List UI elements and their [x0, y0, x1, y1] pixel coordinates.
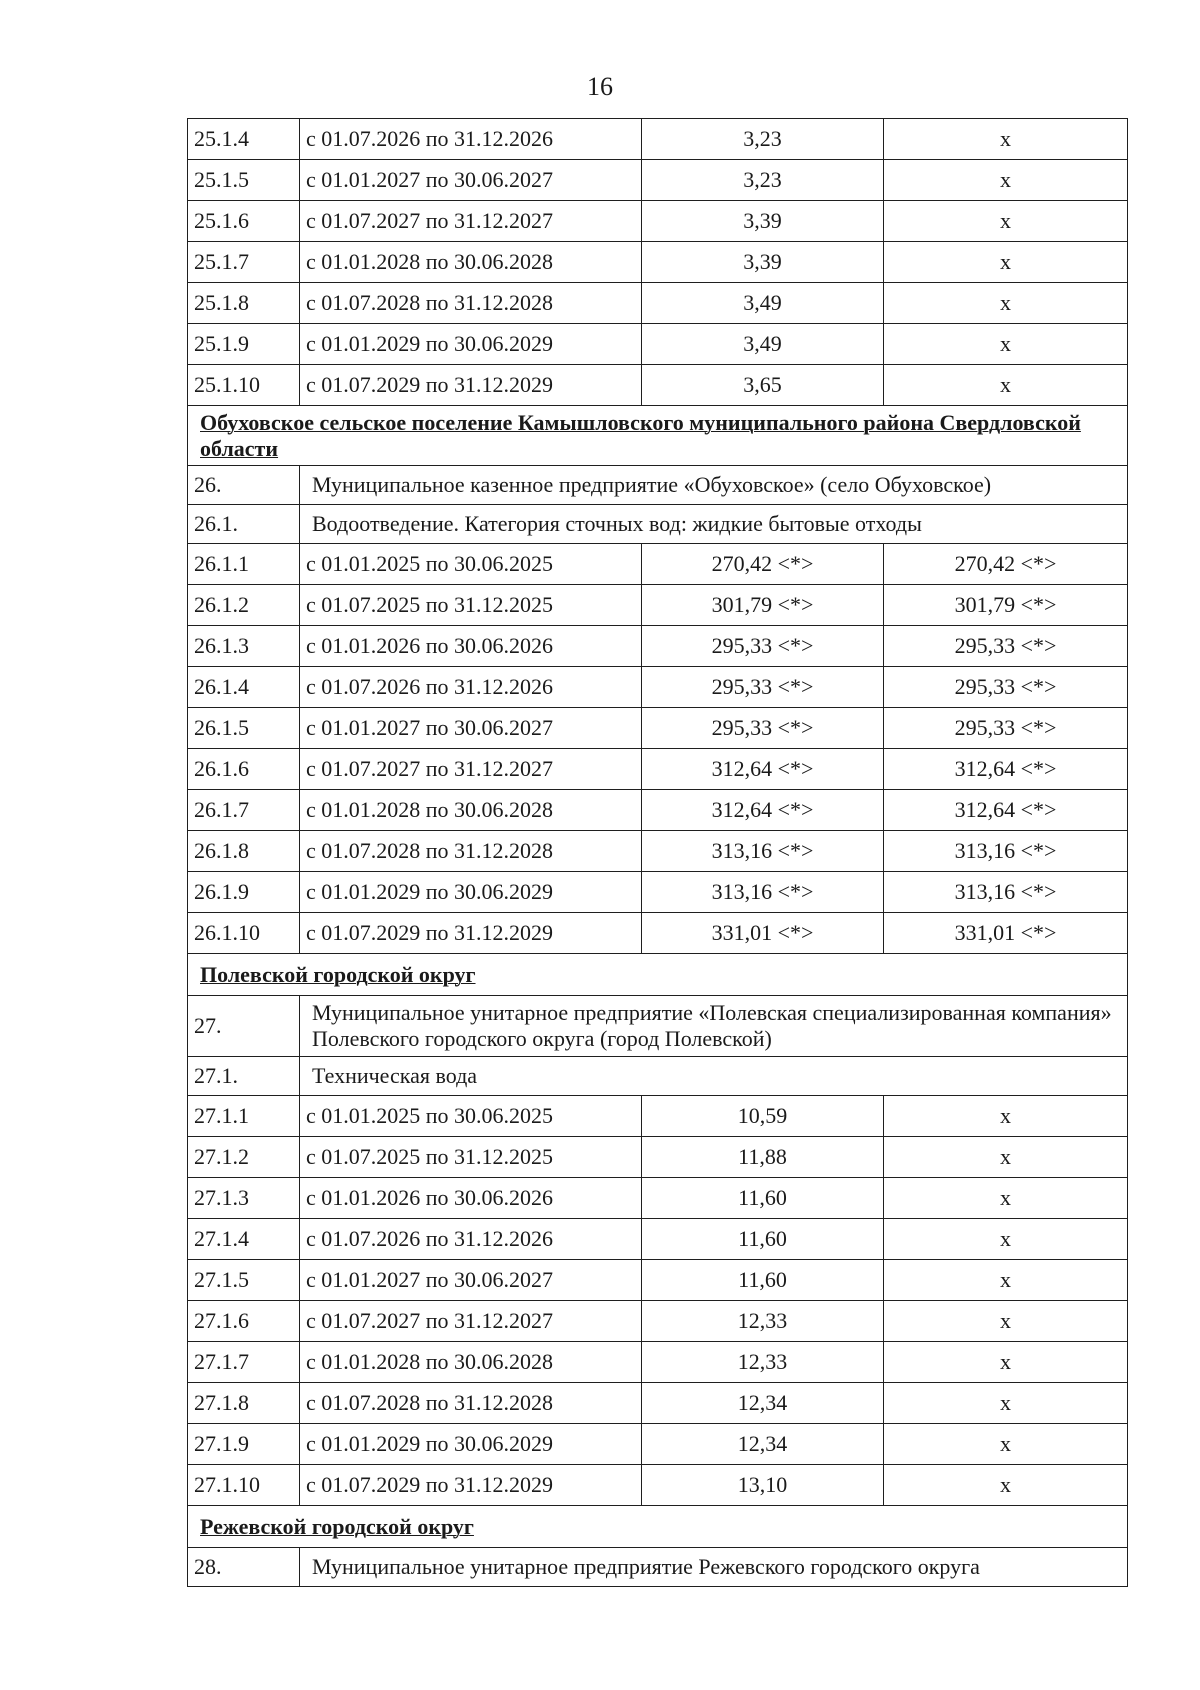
- period-cell: с 01.07.2026 по 31.12.2026: [300, 667, 642, 708]
- organization-row: [188, 1548, 1128, 1587]
- row-code: 27.1.7: [188, 1342, 300, 1383]
- tariff-value-2: 295,33 <*>: [884, 626, 1128, 667]
- row-code: 26.1.10: [188, 913, 300, 954]
- row-code: 25.1.8: [188, 283, 300, 324]
- tariff-table: [187, 118, 1128, 1587]
- period-cell: с 01.07.2025 по 31.12.2025: [300, 585, 642, 626]
- tariff-value-1: 3,65: [642, 365, 884, 406]
- row-code: 26.1.7: [188, 790, 300, 831]
- organization-row: [188, 996, 1128, 1057]
- tariff-value-2: x: [884, 119, 1128, 160]
- period-cell: с 01.01.2028 по 30.06.2028: [300, 1342, 642, 1383]
- tariff-value-2: 331,01 <*>: [884, 913, 1128, 954]
- tariff-period-row: [188, 119, 1128, 160]
- tariff-value-1: 295,33 <*>: [642, 667, 884, 708]
- tariff-value-1: 3,49: [642, 283, 884, 324]
- tariff-value-2: 301,79 <*>: [884, 585, 1128, 626]
- row-code: 26.1.3: [188, 626, 300, 667]
- period-cell: с 01.07.2029 по 31.12.2029: [300, 365, 642, 406]
- tariff-period-row: [188, 1383, 1128, 1424]
- tariff-value-1: 12,33: [642, 1342, 884, 1383]
- section-header: Полевской городской округ: [188, 954, 1128, 996]
- organization-name: Муниципальное казенное предприятие «Обуховское» (село Обуховское): [300, 466, 1128, 505]
- row-code: 27.1.3: [188, 1178, 300, 1219]
- row-code: 26.1.8: [188, 831, 300, 872]
- tariff-value-2: x: [884, 1465, 1128, 1506]
- tariff-value-2: 313,16 <*>: [884, 831, 1128, 872]
- row-code: 27.1.5: [188, 1260, 300, 1301]
- tariff-period-row: [188, 749, 1128, 790]
- tariff-period-row: [188, 544, 1128, 585]
- tariff-value-2: 312,64 <*>: [884, 749, 1128, 790]
- tariff-value-1: 312,64 <*>: [642, 790, 884, 831]
- organization-name: Муниципальное унитарное предприятие «Полевская специализированная компания» Полевского городского округа (город Полевской): [300, 996, 1128, 1057]
- tariff-value-2: x: [884, 1260, 1128, 1301]
- tariff-value-1: 270,42 <*>: [642, 544, 884, 585]
- tariff-value-1: 3,23: [642, 119, 884, 160]
- tariff-period-row: [188, 324, 1128, 365]
- row-code: 26.1.9: [188, 872, 300, 913]
- tariff-value-1: 295,33 <*>: [642, 626, 884, 667]
- period-cell: с 01.07.2026 по 31.12.2026: [300, 119, 642, 160]
- tariff-value-2: x: [884, 1383, 1128, 1424]
- period-cell: с 01.07.2026 по 31.12.2026: [300, 1219, 642, 1260]
- tariff-value-2: 270,42 <*>: [884, 544, 1128, 585]
- section-header-row: [188, 1506, 1128, 1548]
- period-cell: с 01.01.2029 по 30.06.2029: [300, 324, 642, 365]
- tariff-value-1: 313,16 <*>: [642, 831, 884, 872]
- tariff-value-1: 13,10: [642, 1465, 884, 1506]
- tariff-value-2: x: [884, 1342, 1128, 1383]
- tariff-value-2: 295,33 <*>: [884, 667, 1128, 708]
- section-header-row: [188, 406, 1128, 466]
- tariff-value-1: 11,88: [642, 1137, 884, 1178]
- section-header: Режевской городской округ: [188, 1506, 1128, 1548]
- tariff-period-row: [188, 1465, 1128, 1506]
- organization-row: [188, 1057, 1128, 1096]
- tariff-period-row: [188, 1096, 1128, 1137]
- row-code: 25.1.7: [188, 242, 300, 283]
- row-code: 26.1.2: [188, 585, 300, 626]
- tariff-value-2: x: [884, 1424, 1128, 1465]
- tariff-table-body: [188, 119, 1128, 1587]
- tariff-period-row: [188, 913, 1128, 954]
- tariff-period-row: [188, 1260, 1128, 1301]
- tariff-period-row: [188, 1219, 1128, 1260]
- tariff-value-1: 3,49: [642, 324, 884, 365]
- period-cell: с 01.07.2028 по 31.12.2028: [300, 831, 642, 872]
- row-code: 25.1.5: [188, 160, 300, 201]
- tariff-value-2: 295,33 <*>: [884, 708, 1128, 749]
- tariff-period-row: [188, 1301, 1128, 1342]
- tariff-value-2: x: [884, 1219, 1128, 1260]
- tariff-value-2: 312,64 <*>: [884, 790, 1128, 831]
- row-code: 27.1.6: [188, 1301, 300, 1342]
- row-code: 25.1.4: [188, 119, 300, 160]
- tariff-value-2: x: [884, 242, 1128, 283]
- section-header: Обуховское сельское поселение Камышловского муниципального района Свердловской области: [188, 406, 1128, 466]
- period-cell: с 01.07.2027 по 31.12.2027: [300, 1301, 642, 1342]
- tariff-period-row: [188, 1178, 1128, 1219]
- tariff-value-2: x: [884, 365, 1128, 406]
- tariff-value-1: 10,59: [642, 1096, 884, 1137]
- tariff-value-2: x: [884, 1096, 1128, 1137]
- tariff-period-row: [188, 1137, 1128, 1178]
- row-code: 27.1.2: [188, 1137, 300, 1178]
- tariff-value-1: 12,34: [642, 1424, 884, 1465]
- tariff-period-row: [188, 242, 1128, 283]
- tariff-value-1: 11,60: [642, 1178, 884, 1219]
- tariff-period-row: [188, 790, 1128, 831]
- period-cell: с 01.07.2027 по 31.12.2027: [300, 201, 642, 242]
- organization-row: [188, 505, 1128, 544]
- tariff-value-2: 313,16 <*>: [884, 872, 1128, 913]
- tariff-value-1: 11,60: [642, 1260, 884, 1301]
- section-header-row: [188, 954, 1128, 996]
- tariff-value-1: 313,16 <*>: [642, 872, 884, 913]
- period-cell: с 01.01.2026 по 30.06.2026: [300, 626, 642, 667]
- organization-name: Муниципальное унитарное предприятие Режевского городского округа: [300, 1548, 1128, 1587]
- organization-row: [188, 466, 1128, 505]
- tariff-period-row: [188, 1342, 1128, 1383]
- tariff-period-row: [188, 708, 1128, 749]
- tariff-value-2: x: [884, 283, 1128, 324]
- row-code: 27.1.10: [188, 1465, 300, 1506]
- tariff-value-1: 295,33 <*>: [642, 708, 884, 749]
- tariff-value-1: 3,23: [642, 160, 884, 201]
- row-code: 27.1.1: [188, 1096, 300, 1137]
- row-code: 26.: [188, 466, 300, 505]
- period-cell: с 01.01.2027 по 30.06.2027: [300, 160, 642, 201]
- period-cell: с 01.07.2028 по 31.12.2028: [300, 283, 642, 324]
- tariff-period-row: [188, 365, 1128, 406]
- tariff-value-2: x: [884, 1301, 1128, 1342]
- row-code: 26.1.1: [188, 544, 300, 585]
- row-code: 27.: [188, 996, 300, 1057]
- row-code: 27.1.: [188, 1057, 300, 1096]
- row-code: 26.1.4: [188, 667, 300, 708]
- period-cell: с 01.07.2029 по 31.12.2029: [300, 1465, 642, 1506]
- organization-name: Водоотведение. Категория сточных вод: жидкие бытовые отходы: [300, 505, 1128, 544]
- period-cell: с 01.01.2028 по 30.06.2028: [300, 790, 642, 831]
- row-code: 26.1.: [188, 505, 300, 544]
- tariff-period-row: [188, 585, 1128, 626]
- tariff-period-row: [188, 831, 1128, 872]
- tariff-value-2: x: [884, 201, 1128, 242]
- tariff-value-2: x: [884, 1178, 1128, 1219]
- tariff-value-2: x: [884, 324, 1128, 365]
- tariff-period-row: [188, 872, 1128, 913]
- tariff-value-1: 12,33: [642, 1301, 884, 1342]
- tariff-value-1: 12,34: [642, 1383, 884, 1424]
- tariff-value-1: 3,39: [642, 201, 884, 242]
- tariff-period-row: [188, 1424, 1128, 1465]
- row-code: 28.: [188, 1548, 300, 1587]
- tariff-value-1: 312,64 <*>: [642, 749, 884, 790]
- tariff-period-row: [188, 201, 1128, 242]
- page-number: 16: [587, 72, 613, 101]
- row-code: 27.1.4: [188, 1219, 300, 1260]
- tariff-period-row: [188, 667, 1128, 708]
- period-cell: с 01.01.2029 по 30.06.2029: [300, 1424, 642, 1465]
- period-cell: с 01.01.2025 по 30.06.2025: [300, 1096, 642, 1137]
- tariff-value-1: 3,39: [642, 242, 884, 283]
- row-code: 25.1.10: [188, 365, 300, 406]
- period-cell: с 01.01.2026 по 30.06.2026: [300, 1178, 642, 1219]
- row-code: 27.1.9: [188, 1424, 300, 1465]
- tariff-period-row: [188, 160, 1128, 201]
- period-cell: с 01.07.2029 по 31.12.2029: [300, 913, 642, 954]
- period-cell: с 01.01.2027 по 30.06.2027: [300, 708, 642, 749]
- tariff-period-row: [188, 283, 1128, 324]
- period-cell: с 01.07.2027 по 31.12.2027: [300, 749, 642, 790]
- period-cell: с 01.01.2029 по 30.06.2029: [300, 872, 642, 913]
- tariff-value-1: 331,01 <*>: [642, 913, 884, 954]
- period-cell: с 01.01.2027 по 30.06.2027: [300, 1260, 642, 1301]
- period-cell: с 01.01.2025 по 30.06.2025: [300, 544, 642, 585]
- row-code: 25.1.9: [188, 324, 300, 365]
- organization-name: Техническая вода: [300, 1057, 1128, 1096]
- tariff-value-2: x: [884, 160, 1128, 201]
- row-code: 27.1.8: [188, 1383, 300, 1424]
- row-code: 26.1.6: [188, 749, 300, 790]
- row-code: 26.1.5: [188, 708, 300, 749]
- tariff-value-1: 301,79 <*>: [642, 585, 884, 626]
- tariff-value-2: x: [884, 1137, 1128, 1178]
- period-cell: с 01.01.2028 по 30.06.2028: [300, 242, 642, 283]
- period-cell: с 01.07.2025 по 31.12.2025: [300, 1137, 642, 1178]
- period-cell: с 01.07.2028 по 31.12.2028: [300, 1383, 642, 1424]
- tariff-period-row: [188, 626, 1128, 667]
- row-code: 25.1.6: [188, 201, 300, 242]
- tariff-value-1: 11,60: [642, 1219, 884, 1260]
